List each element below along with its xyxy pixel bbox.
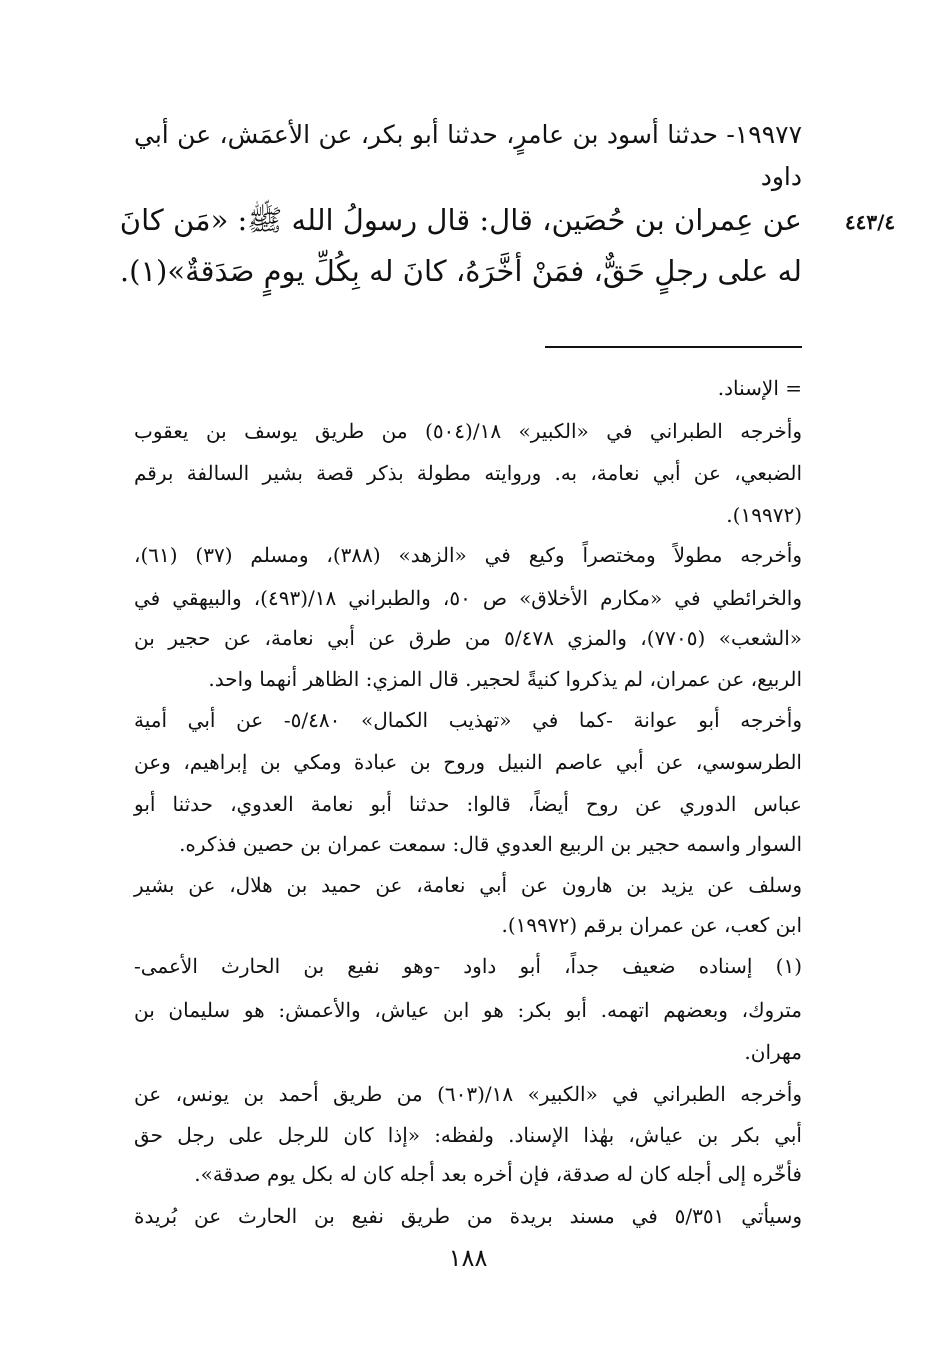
footnote-line: وسيأتي ٥/٣٥١ في مسند بريدة من طريق نفيع بن الحارث عن بُريدة [134, 1204, 803, 1228]
footnote-line: وسلف عن يزيد بن هارون عن أبي نعامة، عن حميد بن هلال، عن بشير [134, 873, 802, 897]
footnote-line: عباس الدوري عن روح أيضاً، قالوا: حدثنا أبو نعامة العدوي، حدثنا أبو [134, 792, 802, 816]
footnote-line: الطرسوسي، عن أبي عاصم النبيل وروح بن عبادة ومكي بن إبراهيم، وعن [134, 750, 802, 774]
footnote-line: الربيع، عن عمران، لم يذكروا كنيةً لحجير. قال المزي: الظاهر أنهما واحد. [208, 667, 802, 691]
footnote-separator [545, 346, 802, 348]
footnote-line: فأخّره إلى أجله كان له صدقة، فإن أخره بعد أجله كان له بكل يوم صدقة». [194, 1162, 802, 1186]
main-line: عن عِمران بن حُصَين، قال: قال رسولُ الله ﷺ: «مَن كانَ [119, 203, 802, 237]
footnote-line: متروك، وبعضهم اتهمه. أبو بكر: هو ابن عياش، والأعمش: هو سليمان بن [134, 998, 802, 1022]
footnote-line: الضبعي، عن أبي نعامة، به. وروايته مطولة بذكر قصة بشير السالفة برقم [134, 461, 802, 485]
footnote-line: وأخرجه الطبراني في «الكبير» ١٨/(٥٠٤) من طريق يوسف بن يعقوب [134, 419, 802, 443]
main-line: له على رجلٍ حَقٌّ، فمَنْ أخَّرَهُ، كانَ له بِكُلِّ يومٍ صَدَقةٌ»(١). [119, 254, 802, 288]
footnote-line: مهران. [744, 1040, 802, 1064]
footnote-line: أبي بكر بن عياش، بهٰذا الإسناد. ولفظه: «إذا كان للرجل على رجل حق [134, 1123, 802, 1147]
footnote-line: «الشعب» (٧٧٠٥)، والمزي ٥/٤٧٨ من طرق عن أبي نعامة، عن حجير بن [134, 626, 802, 650]
footnote-line: وأخرجه الطبراني في «الكبير» ١٨/(٦٠٣) من طريق أحمد بن يونس، عن [134, 1082, 802, 1106]
footnote-line: السوار واسمه حجير بن الربيع العدوي قال: سمعت عمران بن حصين فذكره. [179, 832, 802, 856]
footnote-line: = الإسناد. [717, 376, 802, 400]
footnote-line: (١) إسناده ضعيف جداً، أبو داود -وهو نفيع بن الحارث الأعمى- [134, 954, 802, 978]
main-line: داود [760, 162, 802, 191]
page-number: ١٨٨ [448, 1244, 488, 1272]
footnote-line: (١٩٩٧٢). [726, 503, 802, 527]
main-line: ١٩٩٧٧- حدثنا أسود بن عامرٍ، حدثنا أبو بكر، عن الأعمَش، عن أبي [134, 120, 802, 149]
footnote-line: وأخرجه مطولاً ومختصراً وكيع في «الزهد» (٣٨٨)، ومسلم (٣٧) (٦١)، [134, 543, 802, 567]
footnote-line: والخرائطي في «مكارم الأخلاق» ص ٥٠، والطبراني ١٨/(٤٩٣)، والبيهقي في [134, 586, 802, 610]
footnote-line: ابن كعب، عن عمران برقم (١٩٩٧٢). [501, 913, 802, 937]
margin-reference: ٤٤٣/٤ [844, 210, 896, 234]
footnote-line: وأخرجه أبو عوانة -كما في «تهذيب الكمال» ٥/٤٨٠- عن أبي أمية [134, 708, 803, 732]
